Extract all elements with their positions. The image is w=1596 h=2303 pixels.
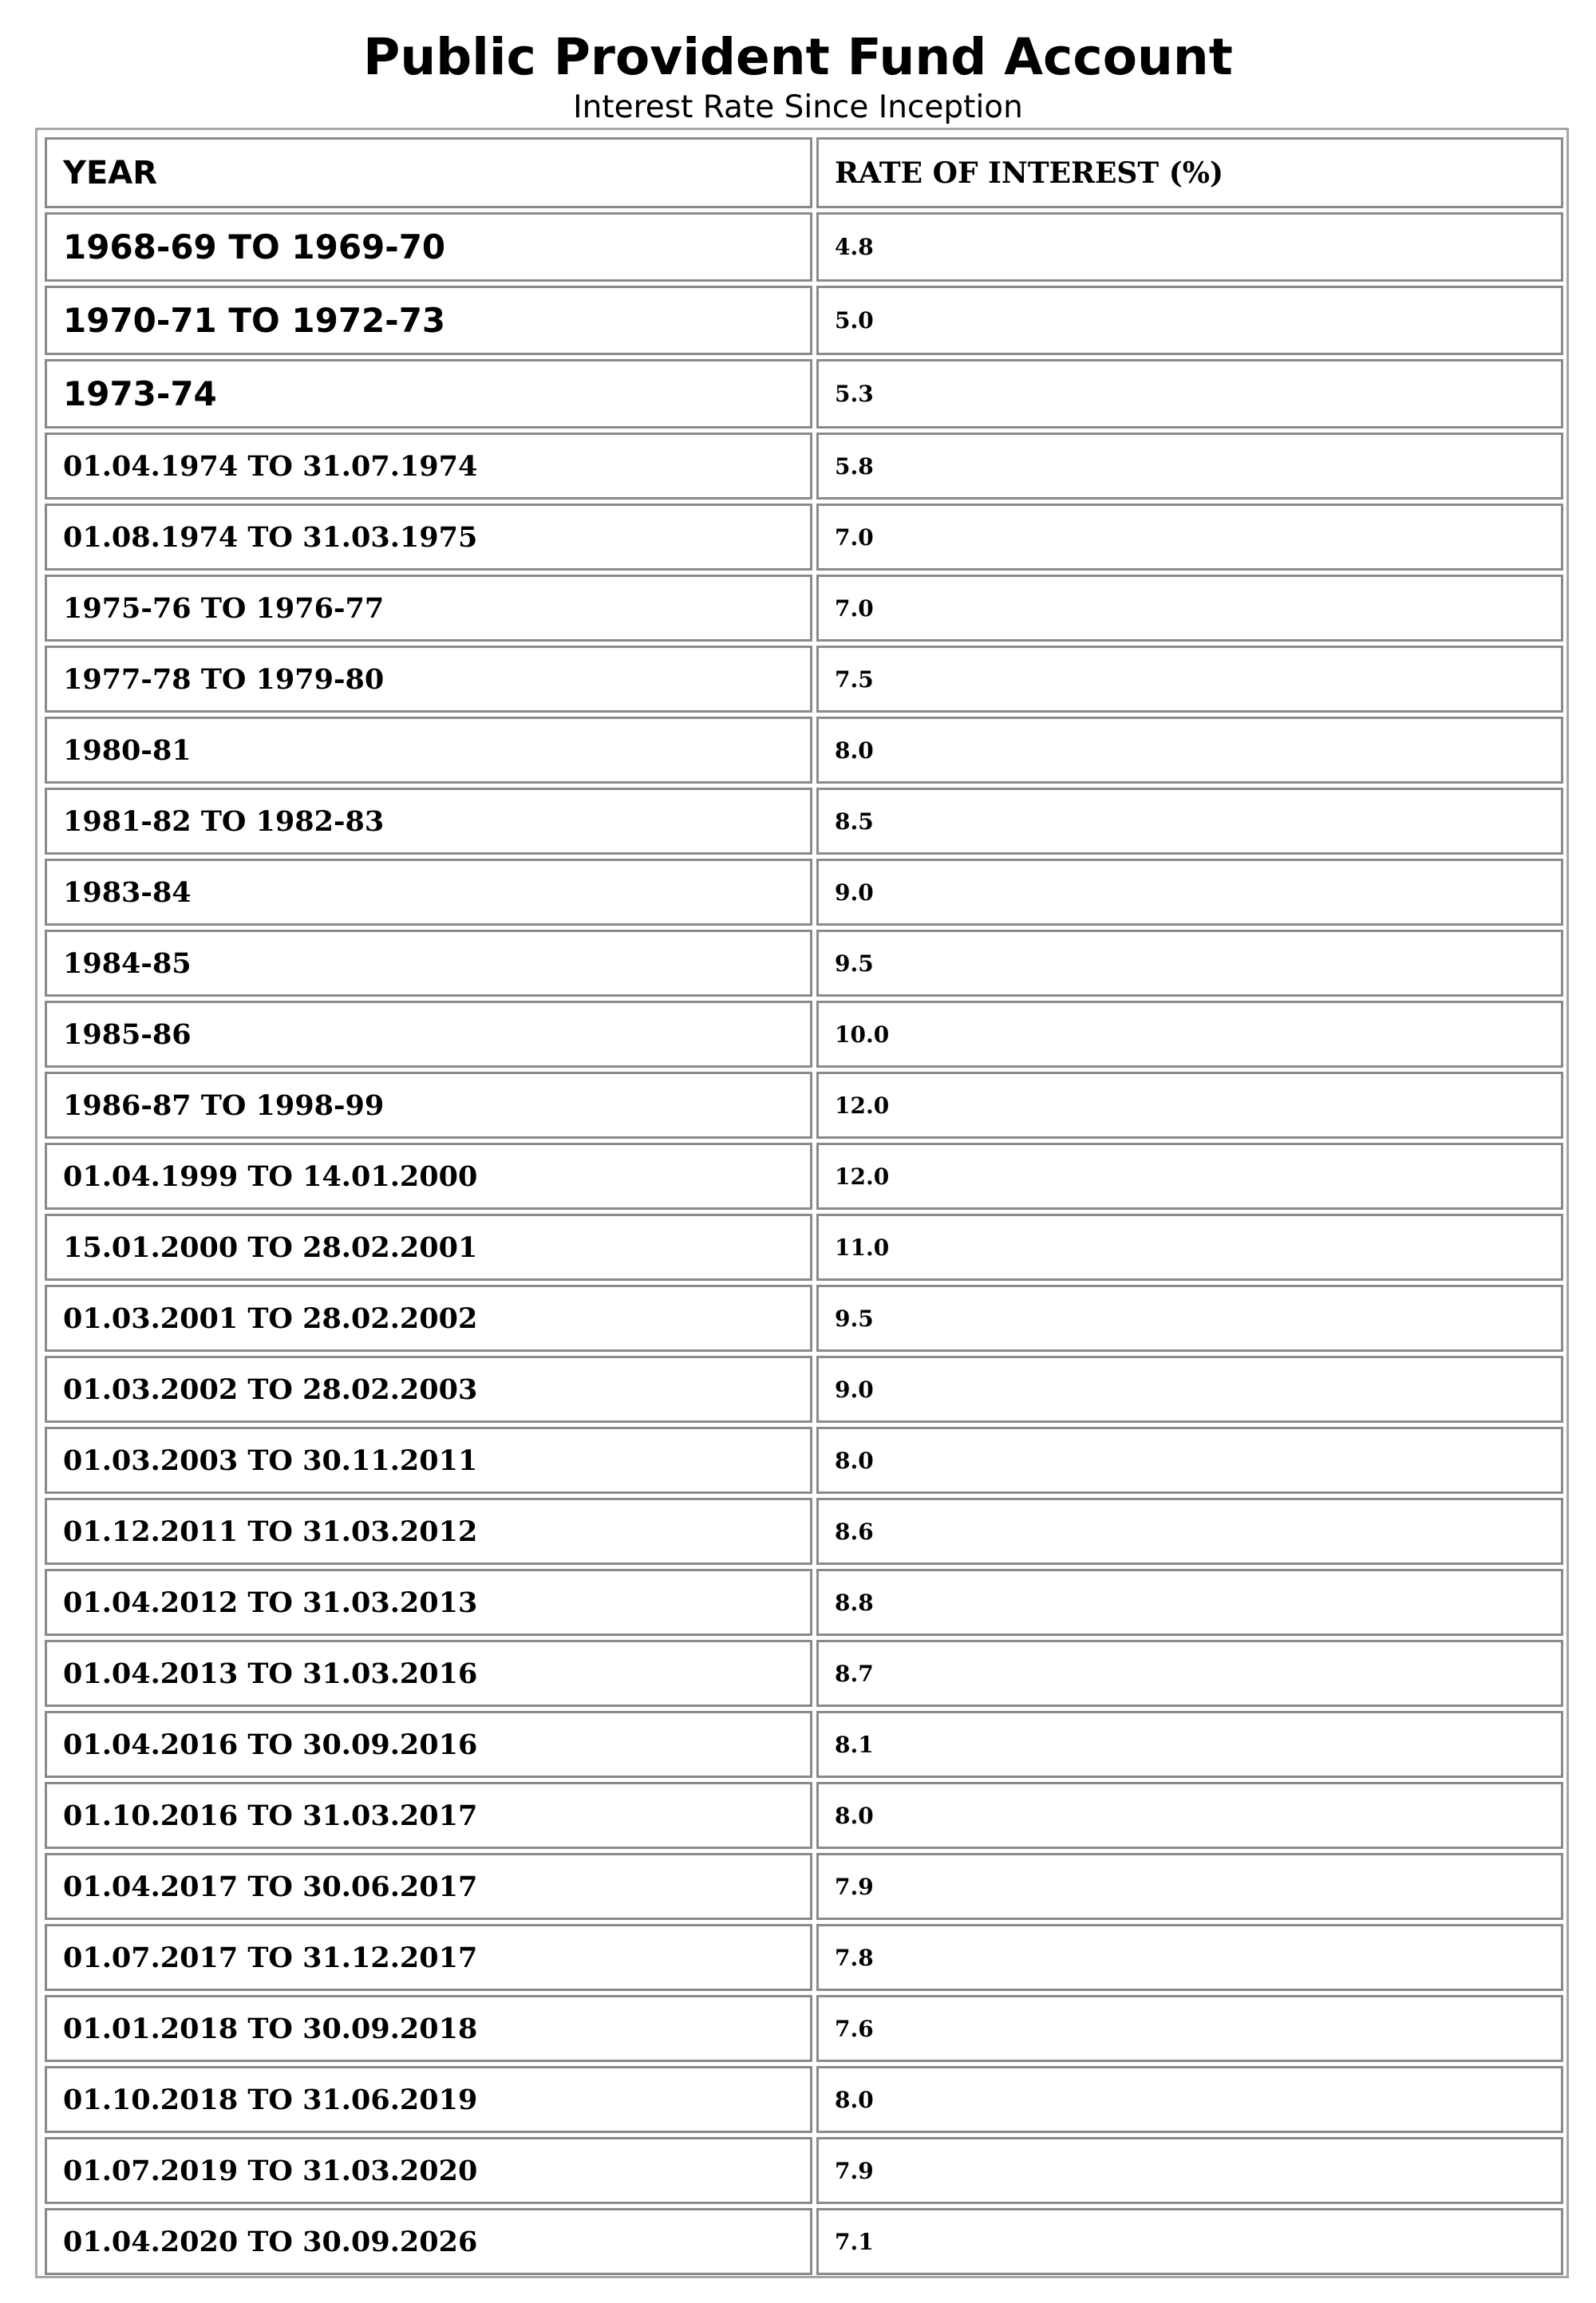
table-row [45,1853,1563,1920]
table-row [45,1356,1563,1423]
year-cell: 1970-71 TO 1972-73 [45,286,812,355]
year-cell: 01.04.1974 TO 31.07.1974 [45,433,812,500]
table-row [45,1569,1563,1636]
table-row [45,433,1563,500]
year-cell: 1980-81 [45,717,812,784]
table-row [45,1427,1563,1494]
rate-cell: 8.0 [816,1782,1563,1849]
table-body [45,212,1563,2275]
rate-cell: 10.0 [816,1001,1563,1068]
year-cell: 01.04.2017 TO 30.06.2017 [45,1853,812,1920]
table-row [45,2137,1563,2204]
year-cell: 01.07.2017 TO 31.12.2017 [45,1924,812,1991]
year-cell: 1984-85 [45,930,812,997]
year-cell: 01.04.2020 TO 30.09.2026 [45,2208,812,2275]
year-cell: 01.10.2018 TO 31.06.2019 [45,2066,812,2133]
rate-cell: 8.0 [816,717,1563,784]
page-title: Public Provident Fund Account [363,28,1233,86]
year-cell: 01.10.2016 TO 31.03.2017 [45,1782,812,1849]
rate-cell: 7.6 [816,1995,1563,2062]
table-row [45,859,1563,926]
year-cell: 01.04.2012 TO 31.03.2013 [45,1569,812,1636]
rate-cell: 7.0 [816,575,1563,642]
year-cell: 01.12.2011 TO 31.03.2012 [45,1498,812,1565]
rate-cell: 7.8 [816,1924,1563,1991]
rate-cell: 9.0 [816,859,1563,926]
rate-cell: 5.8 [816,433,1563,500]
rate-cell: 11.0 [816,1214,1563,1281]
rate-cell: 9.0 [816,1356,1563,1423]
table-row [45,575,1563,642]
year-cell: 01.04.2013 TO 31.03.2016 [45,1640,812,1707]
year-cell: 01.01.2018 TO 30.09.2018 [45,1995,812,2062]
table-row [45,2208,1563,2275]
year-cell: 1975-76 TO 1976-77 [45,575,812,642]
table-row [45,1995,1563,2062]
table-row [45,1285,1563,1352]
rate-cell: 8.0 [816,2066,1563,2133]
year-cell: 01.03.2001 TO 28.02.2002 [45,1285,812,1352]
rate-cell: 7.1 [816,2208,1563,2275]
table-row [45,1498,1563,1565]
interest-rate-table-frame [35,128,1569,2278]
rate-cell: 5.0 [816,286,1563,355]
table-row [45,717,1563,784]
table-row [45,504,1563,571]
page-subtitle: Interest Rate Since Inception [573,89,1023,125]
year-cell: 1983-84 [45,859,812,926]
table-row [45,1001,1563,1068]
rate-cell: 12.0 [816,1072,1563,1139]
year-cell: 1986-87 TO 1998-99 [45,1072,812,1139]
year-cell: 1985-86 [45,1001,812,1068]
table-row [45,1711,1563,1778]
rate-cell: 7.9 [816,1853,1563,1920]
table-row [45,1143,1563,1210]
rate-cell: 12.0 [816,1143,1563,1210]
year-cell: 1968-69 TO 1969-70 [45,212,812,282]
year-cell: 15.01.2000 TO 28.02.2001 [45,1214,812,1281]
rate-cell: 7.5 [816,646,1563,713]
table-row [45,359,1563,429]
rate-cell: 8.1 [816,1711,1563,1778]
year-cell: 1973-74 [45,359,812,429]
rate-column-header: RATE OF INTEREST (%) [816,137,1563,208]
rate-cell: 8.5 [816,788,1563,855]
table-header-row [45,137,1563,208]
rate-cell: 9.5 [816,1285,1563,1352]
rate-cell: 4.8 [816,212,1563,282]
table-row [45,1924,1563,1991]
year-cell: 01.04.1999 TO 14.01.2000 [45,1143,812,1210]
table-row [45,286,1563,355]
table-row [45,788,1563,855]
table-row [45,1072,1563,1139]
rate-cell: 5.3 [816,359,1563,429]
table-row [45,1782,1563,1849]
year-cell: 1981-82 TO 1982-83 [45,788,812,855]
table-row [45,1640,1563,1707]
rate-cell: 7.9 [816,2137,1563,2204]
rate-cell: 8.6 [816,1498,1563,1565]
table-row [45,2066,1563,2133]
year-cell: 01.03.2003 TO 30.11.2011 [45,1427,812,1494]
table-row [45,1214,1563,1281]
table-row [45,646,1563,713]
rate-cell: 8.7 [816,1640,1563,1707]
rate-cell: 8.0 [816,1427,1563,1494]
rate-cell: 7.0 [816,504,1563,571]
year-cell: 01.04.2016 TO 30.09.2016 [45,1711,812,1778]
year-column-header: YEAR [45,137,812,208]
year-cell: 1977-78 TO 1979-80 [45,646,812,713]
year-cell: 01.03.2002 TO 28.02.2003 [45,1356,812,1423]
year-cell: 01.07.2019 TO 31.03.2020 [45,2137,812,2204]
rate-cell: 9.5 [816,930,1563,997]
year-cell: 01.08.1974 TO 31.03.1975 [45,504,812,571]
interest-rate-table [41,133,1567,2279]
table-row [45,930,1563,997]
table-row [45,212,1563,282]
rate-cell: 8.8 [816,1569,1563,1636]
